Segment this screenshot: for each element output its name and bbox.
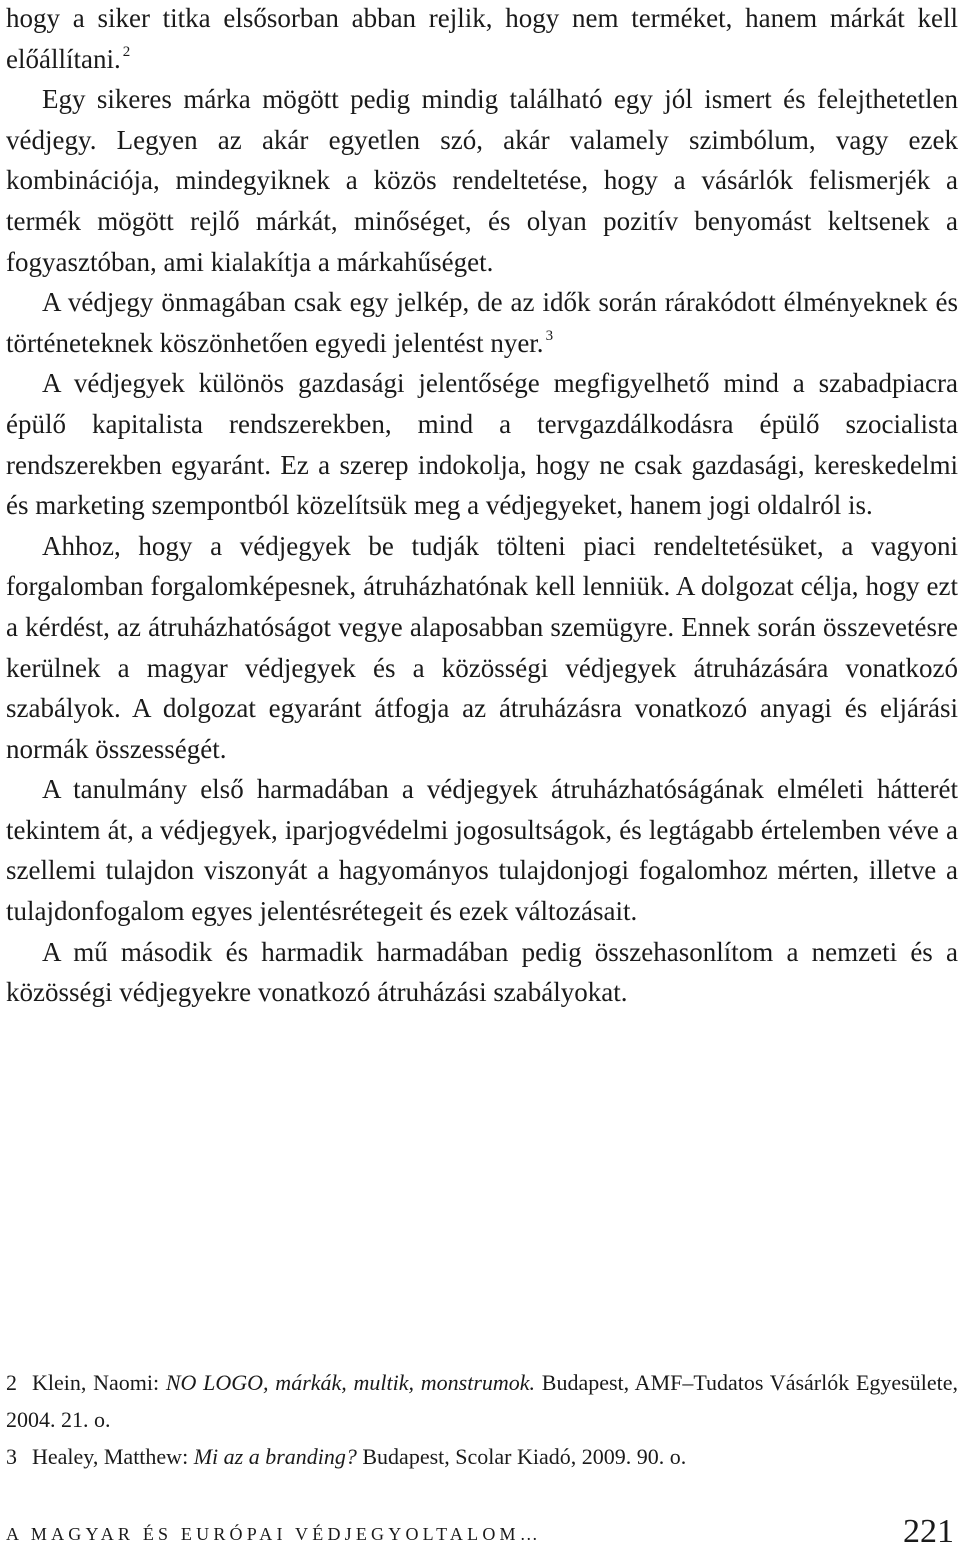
footnote-publication: Budapest, AMF–Tudatos Vásárlók Egyesülete, 2004. 21. o.: [6, 1370, 958, 1432]
footnote-2: [6, 1364, 958, 1438]
footnote-number: 2: [6, 1370, 17, 1395]
footnotes: [6, 1364, 958, 1475]
running-footer: [6, 1512, 958, 1552]
footnote-number: 3: [6, 1444, 17, 1469]
paragraph-4: A védjegyek különös gazdasági jelentősége megfigyelhető mind a szabadpiacra épülő kapitalista rendszerekben, mind a tervgazdálkodásra épülő szocialista rendszerekben egyaránt. Ez a szerep indokolja, hogy ne csak gazdasági, kereskedelmi és marketing szempontból közelítsük meg a védjegyeket, hanem jogi oldalról is.: [6, 368, 958, 521]
footnote-author: Klein, Naomi:: [32, 1370, 166, 1395]
footnote-title: Mi az a branding?: [193, 1444, 357, 1469]
footnote-title: NO LOGO, márkák, multik, monstrumok.: [165, 1370, 536, 1395]
footnote-3: [6, 1438, 958, 1475]
page-number: 221: [903, 1513, 954, 1550]
body-text: [6, 0, 958, 1013]
paragraph-1: hogy a siker titka elsősorban abban rejlik, hogy nem terméket, hanem márkát kell előállítani. $^2$: [6, 3, 958, 74]
footnote-ref-2[interactable]: 2: [122, 43, 131, 60]
paragraph-3: A védjegy önmagában csak egy jelkép, de az idők során rárakódott élményeknek és történeteknek köszönhetően egyedi jelentést nyer. $^3$: [6, 287, 958, 358]
footnote-author: Healey, Matthew:: [32, 1444, 194, 1469]
paragraph-5: Ahhoz, hogy a védjegyek be tudják tölteni piaci rendeltetésüket, a vagyoni forgalomban forgalomképesnek, átruházhatónak kell lenniük. A dolgozat célja, hogy ezt a kérdést, az átruházhatóságot vegye alaposabban szemügyre. Ennek során összevetésre kerülnek a magyar védjegyek és a közösségi védjegyek átruházására vonatkozó szabályok. A dolgozat egyaránt átfogja az átruházásra vonatkozó anyagi és eljárási normák összességét.: [6, 530, 958, 764]
paragraph-2: Egy sikeres márka mögött pedig mindig található egy jól ismert és felejthetetlen védjegy. Legyen az akár egyetlen szó, akár valamely szimbólum, vagy ezek kombinációja, mindegyiknek a közös rendeltetése, hogy a vásárlók felismerjék a termék mögött rejlő márkát, minőséget, és olyan pozitív benyomást keltsenek a fogyasztóban, ami kialakítja a márkahűséget.: [6, 84, 958, 277]
paragraph-6: A tanulmány első harmadában a védjegyek átruházhatóságának elméleti hátterét tekintem át, a védjegyek, iparjogvédelmi jogosultságok, és legtágabb értelemben véve a szellemi tulajdon viszonyát a hagyományos tulajdonjogi fogalomhoz mérten, illetve a tulajdonfogalom egyes jelentésrétegeit és ezek változásait.: [6, 774, 958, 927]
running-title: A MAGYAR ÉS EURÓPAI VÉDJEGYOLTALOM…: [6, 1524, 542, 1544]
footnote-ref-3[interactable]: 3: [545, 327, 554, 344]
footnote-publication: Budapest, Scolar Kiadó, 2009. 90. o.: [356, 1444, 687, 1469]
paragraph-7: A mű második és harmadik harmadában pedig összehasonlítom a nemzeti és a közösségi védjegyekre vonatkozó átruházási szabályokat.: [6, 936, 958, 1008]
